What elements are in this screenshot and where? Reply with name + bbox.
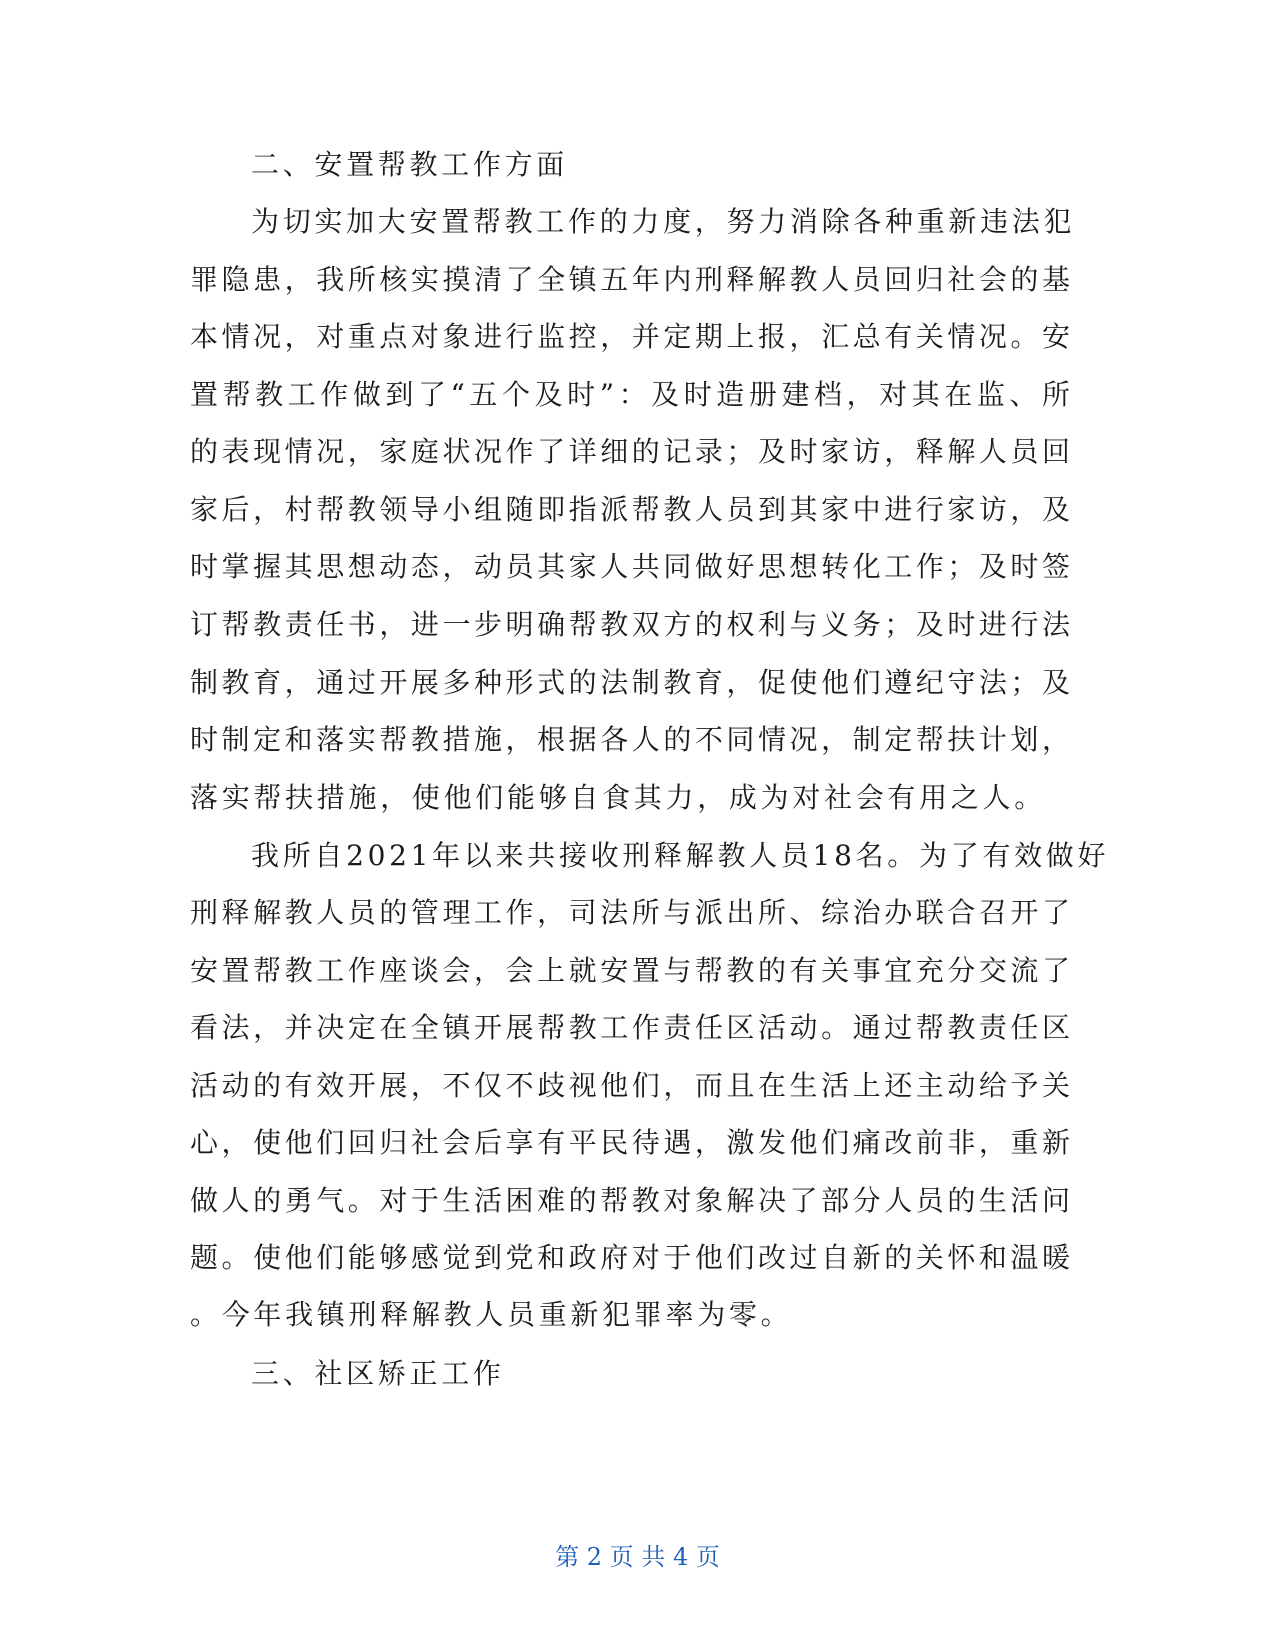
paragraph-line: 题。使他们能够感觉到党和政府对于他们改过自新的关怀和温暖 [190, 1241, 1070, 1274]
paragraph-line: 时制定和落实帮教措施，根据各人的不同情况，制定帮扶计划， [190, 723, 1070, 756]
paragraph-line: 的表现情况，家庭状况作了详细的记录；及时家访，释解人员回 [190, 435, 1070, 468]
paragraph-line: 制教育，通过开展多种形式的法制教育，促使他们遵纪守法；及 [190, 666, 1070, 699]
paragraph-line: 为切实加大安置帮教工作的力度，努力消除各种重新违法犯 [251, 205, 1076, 238]
paragraph-line: 时掌握其思想动态，动员其家人共同做好思想转化工作；及时签 [190, 550, 1070, 583]
paragraph-line: 罪隐患，我所核实摸清了全镇五年内刑释解教人员回归社会的基 [190, 263, 1070, 296]
paragraph-line: 家后，村帮教领导小组随即指派帮教人员到其家中进行家访，及 [190, 493, 1070, 526]
section-heading: 二、安置帮教工作方面 [251, 148, 569, 181]
paragraph-line: 订帮教责任书，进一步明确帮教双方的权利与义务；及时进行法 [190, 608, 1070, 641]
paragraph-line: 安置帮教工作座谈会，会上就安置与帮教的有关事宜充分交流了 [190, 954, 1070, 987]
paragraph-line: 看法，并决定在全镇开展帮教工作责任区活动。通过帮教责任区 [190, 1011, 1070, 1044]
section-heading: 三、社区矫正工作 [251, 1357, 505, 1390]
paragraph-line: 做人的勇气。对于生活困难的帮教对象解决了部分人员的生活问 [190, 1184, 1070, 1217]
paragraph-line: 置帮教工作做到了“五个及时”：及时造册建档，对其在监、所 [190, 378, 1070, 411]
paragraph-line: 心，使他们回归社会后享有平民待遇，激发他们痛改前非，重新 [190, 1126, 1070, 1159]
paragraph-line: 刑释解教人员的管理工作，司法所与派出所、综治办联合召开了 [190, 896, 1070, 929]
paragraph-line: 本情况，对重点对象进行监控，并定期上报，汇总有关情况。安 [190, 320, 1070, 353]
page-number-footer: 第 2 页 共 4 页 [555, 1543, 720, 1571]
paragraph-line: 我所自2021年以来共接收刑释解教人员18名。为了有效做好 [251, 839, 1110, 872]
paragraph-line: 落实帮扶措施，使他们能够自食其力，成为对社会有用之人。 [190, 781, 1046, 814]
paragraph-line: 。今年我镇刑释解教人员重新犯罪率为零。 [190, 1298, 793, 1331]
paragraph-line: 活动的有效开展，不仅不歧视他们，而且在生活上还主动给予关 [190, 1069, 1070, 1102]
